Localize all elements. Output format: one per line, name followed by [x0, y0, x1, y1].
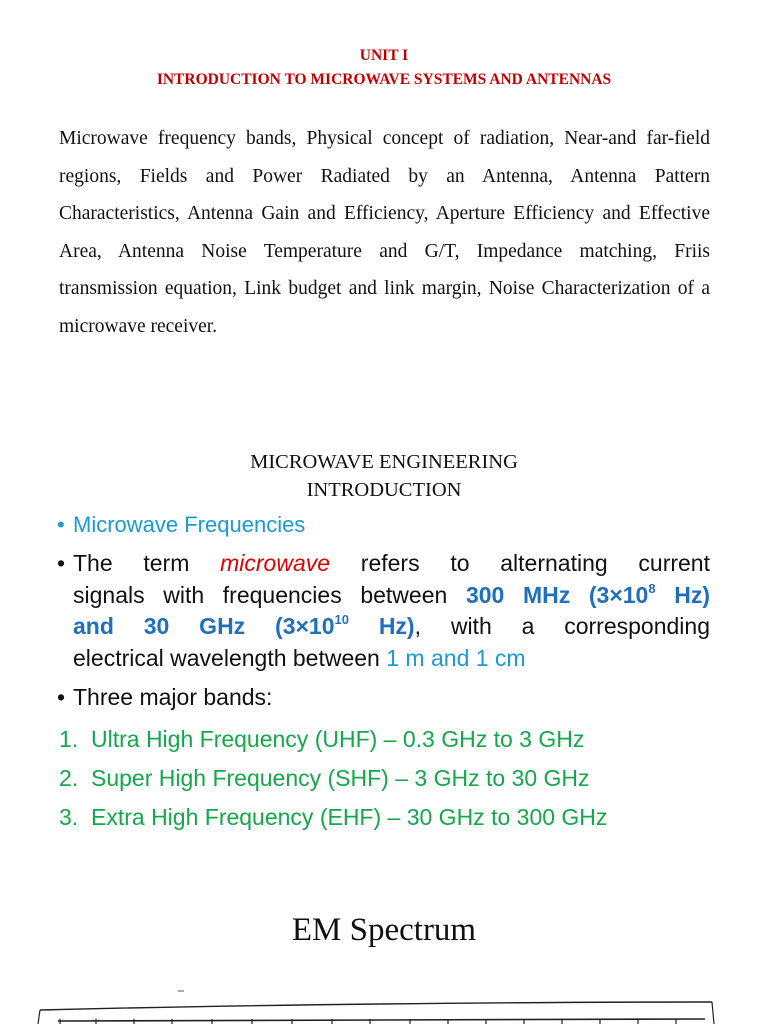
- definition-text: , with a corresponding: [414, 613, 710, 639]
- spectrum-box-left-edge: [38, 1010, 40, 1024]
- band-number: 3.: [59, 804, 79, 830]
- definition-text: refers to alternating current: [330, 550, 710, 576]
- em-spectrum-title: EM Spectrum: [291, 912, 477, 948]
- spectrum-box-top-edge: [40, 1002, 712, 1010]
- bullet-dot-icon: •: [57, 684, 66, 710]
- frequency-upper: [73, 613, 415, 639]
- em-spectrum-figure: [0, 968, 768, 1024]
- definition-text: The term: [73, 550, 221, 576]
- bullet-dot-icon: •: [57, 550, 66, 576]
- definition-line-3: [57, 611, 710, 643]
- band-text: Ultra High Frequency (UHF) – 0.3 GHz to 3 GHz: [91, 726, 585, 752]
- band-text: Extra High Frequency (EHF) – 30 GHz to 300 GHz: [91, 804, 608, 830]
- section-subtitle: INTRODUCTION: [306, 479, 462, 501]
- frequency-text: and 30 GHz (3×10: [73, 613, 335, 639]
- definition-text: signals with frequencies between: [73, 581, 466, 608]
- band-number: 2.: [59, 765, 79, 791]
- bullet-text: Three major bands:: [73, 684, 273, 710]
- syllabus-paragraph: Microwave frequency bands, Physical concept of radiation, Near-and far-field regions, Fields and Power Radiated by an Antenna, Antenna Pattern Characteristics, Antenna Gain and Efficiency, Aperture Efficiency and Effective Area, Antenna Noise Temperature and G/T, Impedance matching, Friis transmission equation, Link budget and link margin, Noise Characterization of a microwave receiver.: [59, 128, 710, 337]
- bullet-microwave-frequencies: [57, 508, 305, 542]
- band-item-uhf: [59, 720, 607, 759]
- frequency-text: 300 MHz (3×10: [465, 581, 649, 608]
- frequency-text: Hz): [348, 613, 415, 639]
- bullet-text: Microwave Frequencies: [73, 512, 306, 537]
- bullet-three-bands: [57, 681, 272, 713]
- frequency-exponent: 8: [648, 580, 656, 596]
- definition-line-4: [57, 643, 710, 675]
- band-item-shf: [59, 759, 607, 798]
- section-title: MICROWAVE ENGINEERING: [250, 451, 518, 473]
- frequency-lower: [466, 582, 710, 608]
- bullet-microwave-definition: [57, 548, 710, 674]
- bullet-dot-icon: •: [57, 512, 65, 537]
- spectrum-scale-line: [58, 1019, 705, 1021]
- band-item-ehf: [59, 798, 607, 837]
- unit-title: UNIT I: [359, 47, 409, 64]
- unit-subtitle: INTRODUCTION TO MICROWAVE SYSTEMS AND ANTENNAS: [156, 71, 612, 88]
- spectrum-box-right-edge: [712, 1002, 714, 1024]
- definition-line-1: [57, 548, 710, 580]
- definition-line-2: [57, 580, 710, 612]
- frequency-text: Hz): [655, 581, 711, 608]
- definition-text: electrical wavelength between: [73, 644, 387, 671]
- microwave-keyword: microwave: [220, 550, 331, 576]
- band-text: Super High Frequency (SHF) – 3 GHz to 30 GHz: [91, 765, 590, 791]
- wavelength-range: 1 m and 1 cm: [386, 644, 526, 671]
- frequency-exponent: 10: [334, 612, 349, 628]
- band-number: 1.: [59, 726, 79, 752]
- band-list: [59, 720, 607, 837]
